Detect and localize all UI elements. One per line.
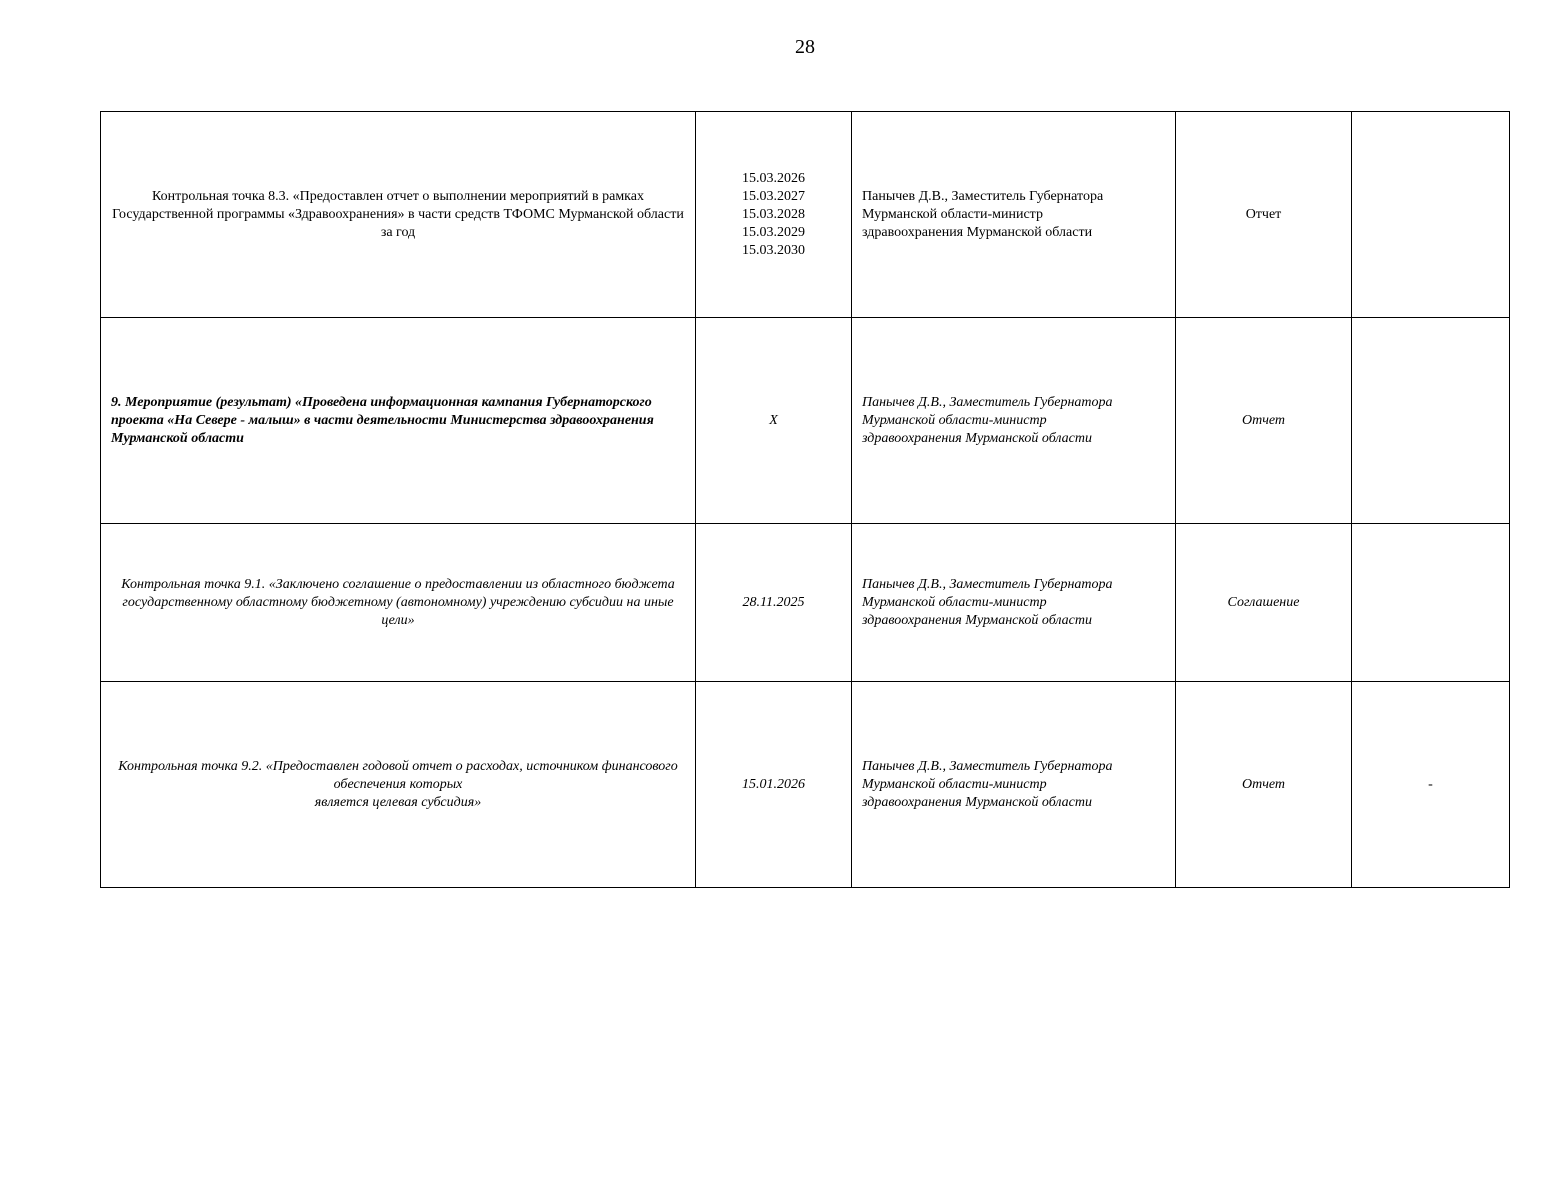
- plan-table: [100, 111, 1510, 888]
- extra-cell: [1352, 524, 1510, 682]
- responsible-cell: Панычев Д.В., Заместитель Губернатора Мурманской области-министр здравоохранения Мурманской области: [852, 112, 1176, 318]
- table-row: [101, 682, 1510, 888]
- date-cell: 28.11.2025: [696, 524, 852, 682]
- date-value: 15.03.2026: [742, 170, 805, 186]
- document-cell: Отчет: [1176, 112, 1352, 318]
- document-cell: Отчет: [1176, 682, 1352, 888]
- extra-cell: -: [1352, 682, 1510, 888]
- extra-cell: [1352, 318, 1510, 524]
- page-number: 28: [795, 36, 815, 58]
- extra-cell: [1352, 112, 1510, 318]
- table-row: [101, 318, 1510, 524]
- responsible-cell: Панычев Д.В., Заместитель Губернатора Мурманской области-министр здравоохранения Мурманской области: [852, 524, 1176, 682]
- description-cell: 9. Мероприятие (результат) «Проведена информационная кампания Губернаторского проекта «На Севере - малыш» в части деятельности Министерства здравоохранения Мурманской области: [101, 318, 696, 524]
- table-row: [101, 524, 1510, 682]
- responsible-cell: Панычев Д.В., Заместитель Губернатора Мурманской области-министр здравоохранения Мурманской области: [852, 682, 1176, 888]
- description-cell: Контрольная точка 9.2. «Предоставлен годовой отчет о расходах, источником финансового обеспечения которых является целевая субсидия»: [101, 682, 696, 888]
- dates-cell: [696, 112, 852, 318]
- table-row: [101, 112, 1510, 318]
- date-value: 15.03.2029: [742, 224, 805, 240]
- responsible-cell: Панычев Д.В., Заместитель Губернатора Мурманской области-министр здравоохранения Мурманской области: [852, 318, 1176, 524]
- date-cell: X: [696, 318, 852, 524]
- date-value: 15.03.2028: [742, 206, 805, 222]
- date-value: 15.03.2027: [742, 188, 805, 204]
- document-cell: Соглашение: [1176, 524, 1352, 682]
- description-cell: Контрольная точка 9.1. «Заключено соглашение о предоставлении из областного бюджета государственному областному бюджетному (автономному) учреждению субсидии на иные цели»: [101, 524, 696, 682]
- date-cell: 15.01.2026: [696, 682, 852, 888]
- date-value: 15.03.2030: [742, 242, 805, 258]
- description-cell: Контрольная точка 8.3. «Предоставлен отчет о выполнении мероприятий в рамках Государственной программы «Здравоохранения» в части средств ТФОМС Мурманской области за год: [101, 112, 696, 318]
- document-cell: Отчет: [1176, 318, 1352, 524]
